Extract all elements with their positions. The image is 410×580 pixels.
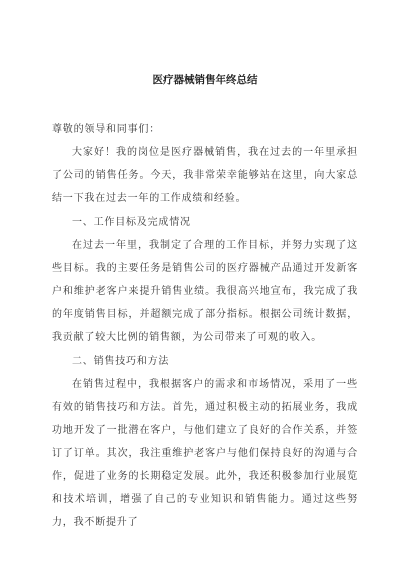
paragraph-goals-part2: 我的主要任务是销售公司的医疗器械产品通过开发新客户和维护老客户来提升销售业绩。我很高兴地宣布，我完成了我的年度销售目标，并超额完成了部分指标。根据公司统计数据，我贡献了较大比例的销售额，为公司带来了可观的收入。 [52, 263, 358, 343]
paragraph-goals-part1: 在过去一年里，我制定了合理的工作目标，并努力实现了这些目标。 [52, 240, 358, 274]
document-title: 医疗器械销售年终总结 [152, 74, 258, 86]
paragraph-skills: 在销售过程中，我根据客户的需求和市场情况，采用了一些有效的销售技巧和方法。首先，通过积极主动的拓展业务，我成功地开发了一批潜在客户，与他们建立了良好的合作关系，并签订了订单。其次，我注重维护老客户与他们保持良好的沟通与合作，促进了业务的长期稳定发展。此外，我还积极参加行业展览和技术培训，增强了自己的专业知识和销售能力。通过这些努力，我不断提升了 [52, 379, 358, 528]
section-heading-skills: 二、销售技巧和方法 [72, 356, 170, 367]
document-body [52, 118, 358, 534]
paragraph-intro: 大家好！我的岗位是医疗器械销售，我在过去的一年里承担了公司的销售任务。今天，我非常荣幸能够站在这里，向大家总结一下我在过去一年的工作成绩和经验。 [52, 147, 358, 204]
paragraph-goals [52, 234, 358, 349]
salutation: 尊敬的领导和同事们： [52, 124, 160, 135]
section-heading-goals: 一、工作目标及完成情况 [72, 217, 191, 228]
